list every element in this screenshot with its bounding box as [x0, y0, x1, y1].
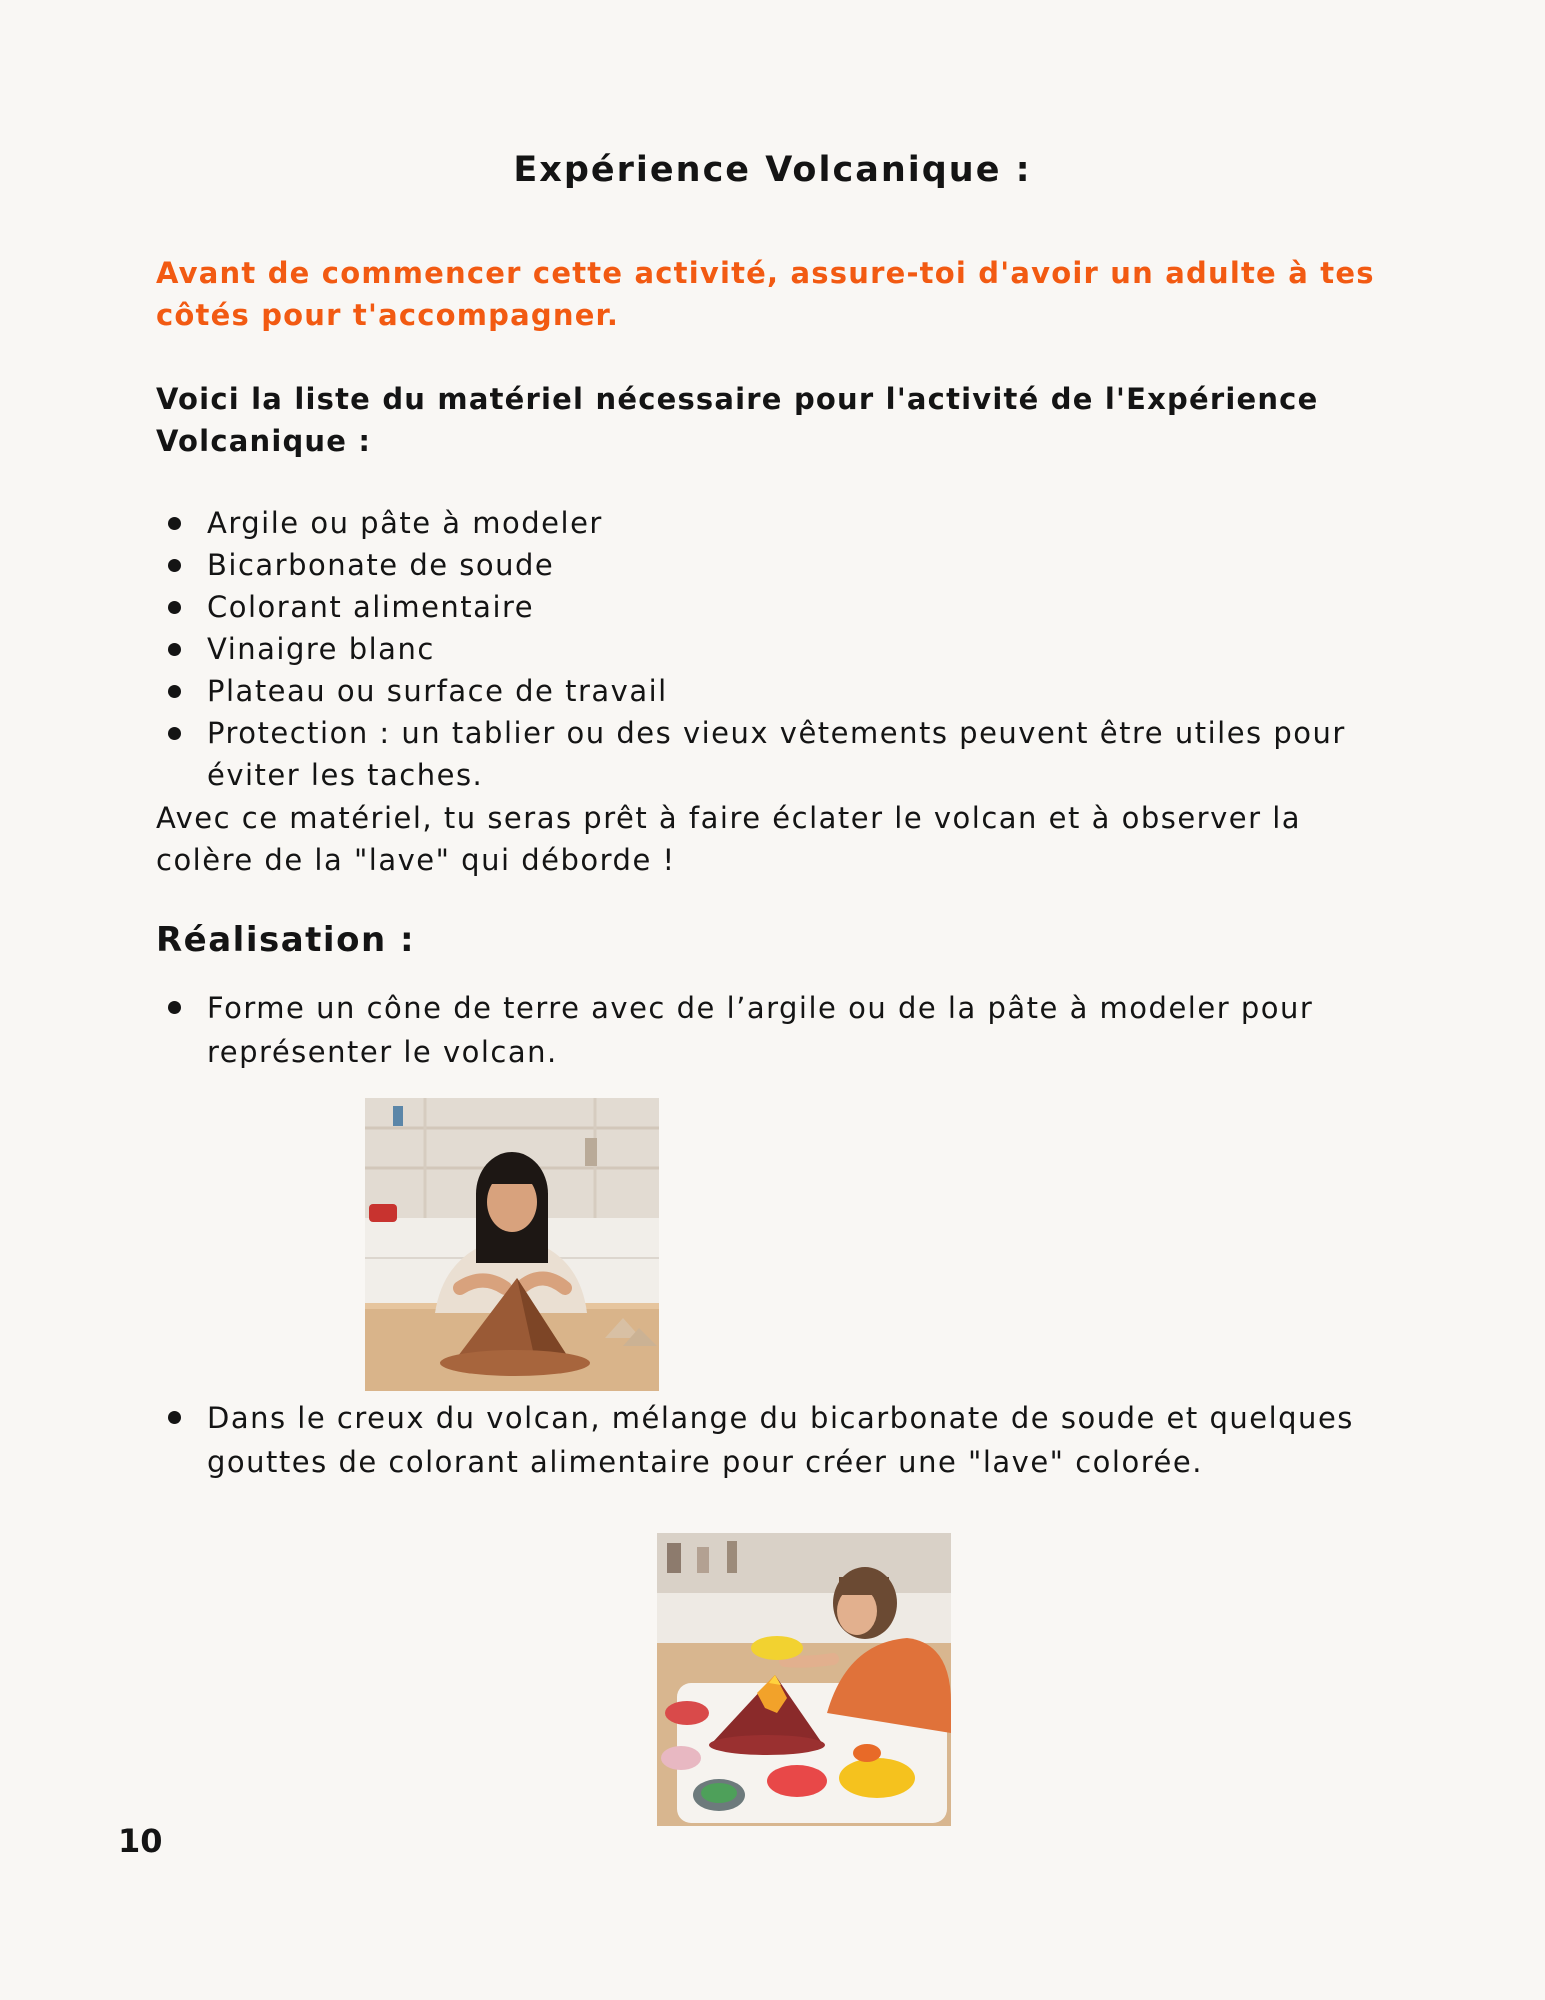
materials-list — [156, 502, 1396, 796]
step-item — [156, 1396, 1396, 1484]
list-item — [156, 670, 1396, 712]
realisation-heading: Réalisation : — [156, 920, 416, 960]
list-item — [156, 544, 1396, 586]
list-item-text: Vinaigre blanc — [207, 632, 435, 666]
step-text: Dans le creux du volcan, mélange du bicarbonate de soude et quelques gouttes de colorant alimentaire pour créer une "lave" colorée. — [207, 1401, 1354, 1479]
bullet-icon — [168, 727, 181, 740]
bullet-icon — [168, 559, 181, 572]
list-item — [156, 712, 1396, 796]
page-number: 10 — [118, 1822, 163, 1860]
bullet-icon — [168, 643, 181, 656]
page-title: Expérience Volcanique : — [513, 150, 1032, 190]
bullet-icon — [168, 685, 181, 698]
list-item — [156, 628, 1396, 670]
materials-outro: Avec ce matériel, tu seras prêt à faire éclater le volcan et à observer la colère de la "lave" qui déborde ! — [156, 801, 1302, 877]
bullet-icon — [168, 1411, 181, 1424]
list-item-text: Bicarbonate de soude — [207, 548, 555, 582]
list-item-text: Colorant alimentaire — [207, 590, 535, 624]
steps-list-1 — [156, 986, 1396, 1074]
list-item — [156, 502, 1396, 544]
step-item — [156, 986, 1396, 1074]
bullet-icon — [168, 601, 181, 614]
photo-child-coloring-lava — [657, 1533, 951, 1826]
safety-warning: Avant de commencer cette activité, assure-toi d'avoir un adulte à tes côtés pour t'accompagner. — [156, 256, 1375, 332]
materials-intro: Voici la liste du matériel nécessaire pour l'activité de l'Expérience Volcanique : — [156, 382, 1319, 458]
steps-list-2 — [156, 1396, 1396, 1484]
step-text: Forme un cône de terre avec de l’argile ou de la pâte à modeler pour représenter le volcan. — [207, 991, 1314, 1069]
list-item-text: Protection : un tablier ou des vieux vêtements peuvent être utiles pour éviter les taches. — [207, 716, 1346, 792]
bullet-icon — [168, 517, 181, 530]
list-item-text: Plateau ou surface de travail — [207, 674, 668, 708]
list-item — [156, 586, 1396, 628]
photo-child-modeling-volcano — [365, 1098, 659, 1391]
bullet-icon — [168, 1001, 181, 1014]
list-item-text: Argile ou pâte à modeler — [207, 506, 603, 540]
